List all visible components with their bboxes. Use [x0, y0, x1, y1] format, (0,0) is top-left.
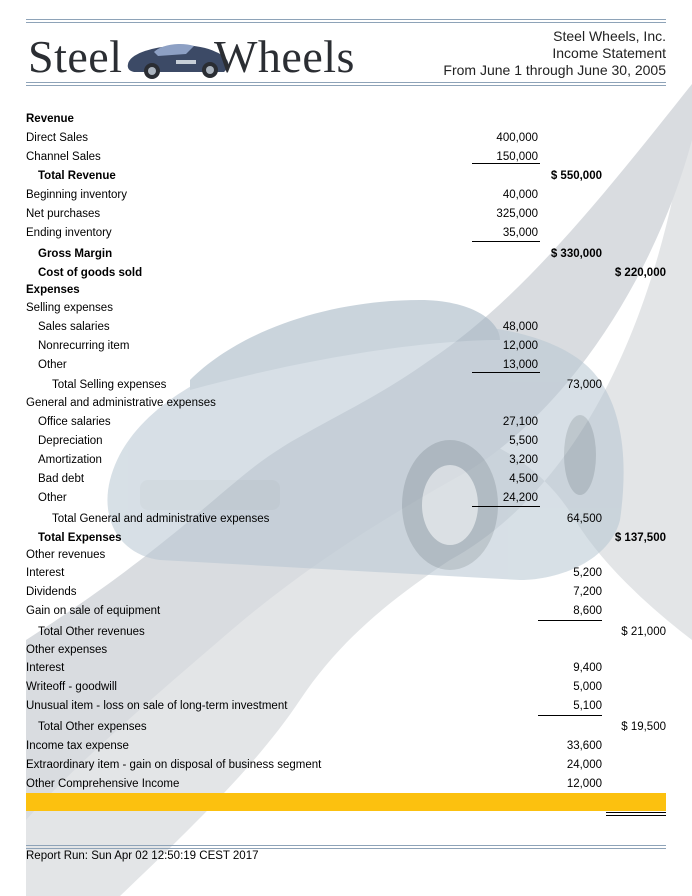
row-amount: 325,000: [496, 208, 538, 220]
row-label: Unusual item - loss on sale of long-term investment: [26, 700, 288, 712]
row-amount: $ 19,500: [621, 721, 666, 733]
row-amount: 3,200: [509, 454, 538, 466]
row-amount: 5,100: [573, 700, 602, 712]
row-amount: 5,200: [573, 567, 602, 579]
statement-row-total-other-exp: [26, 718, 666, 737]
row-amount: 64,500: [566, 513, 602, 525]
row-amount: 9,400: [573, 662, 602, 674]
row-label: Interest: [26, 662, 65, 674]
row-label: Expenses: [26, 284, 80, 296]
report-period: From June 1 through June 30, 2005: [443, 62, 666, 78]
row-label: Other expenses: [26, 644, 108, 656]
row-amount: 24,000: [566, 759, 602, 771]
statement-row-gain-equipment: [26, 602, 666, 621]
row-label: Gross Margin: [38, 248, 113, 260]
footer-rule: [26, 845, 666, 846]
row-amount: 8,600: [573, 605, 602, 617]
row-label: Other revenues: [26, 549, 106, 561]
row-amount: 33,600: [566, 740, 602, 752]
statement-row-interest-exp: [26, 659, 666, 678]
net-income-highlight: [26, 793, 666, 811]
row-amount: $ 137,500: [614, 532, 666, 544]
row-label: Total Revenue: [38, 170, 116, 182]
subtotal-rule: [472, 163, 540, 164]
header-top-rule: [26, 19, 666, 20]
footer-rule-2: [26, 848, 666, 849]
net-income-double-rule-2: [606, 815, 666, 816]
row-label: Ending inventory: [26, 227, 112, 239]
steel-wheels-logo: [28, 28, 355, 84]
statement-row-nonrecurring: [26, 337, 666, 356]
row-label: Direct Sales: [26, 132, 88, 144]
row-label: Other: [38, 492, 67, 504]
statement-row-selling-expenses: [26, 299, 666, 318]
row-amount: 12,000: [566, 778, 602, 790]
statement-row-other-revenues: [26, 546, 666, 565]
statement-row-depreciation: [26, 432, 666, 451]
row-label: Office salaries: [38, 416, 111, 428]
row-amount: $ 330,000: [550, 248, 602, 260]
statement-row-extraordinary: [26, 756, 666, 775]
row-amount: 73,000: [566, 379, 602, 391]
row-amount: 40,000: [502, 189, 538, 201]
row-label: Revenue: [26, 113, 74, 125]
row-label: Cost of goods sold: [38, 267, 143, 279]
statement-row-comprehensive: [26, 775, 666, 794]
statement-row-total-ga: [26, 510, 666, 529]
header-top-rule-2: [26, 22, 666, 23]
statement-row-amortization: [26, 451, 666, 470]
row-amount: 150,000: [496, 151, 538, 163]
statement-row-interest-rev: [26, 564, 666, 583]
logo-text-right: Wheels: [214, 31, 355, 82]
report-run-timestamp: Report Run: Sun Apr 02 12:50:19 CEST 2017: [26, 850, 259, 862]
header-bottom-rule-2: [26, 85, 666, 86]
subtotal-rule: [538, 715, 602, 716]
statement-row-ga-other: [26, 489, 666, 508]
row-label: Total General and administrative expenses: [52, 513, 270, 525]
row-amount: $ 550,000: [550, 170, 602, 182]
row-amount: 48,000: [502, 321, 538, 333]
row-label: Total Expenses: [38, 532, 122, 544]
statement-row-net-purchases: [26, 205, 666, 224]
row-label: Writeoff - goodwill: [26, 681, 117, 693]
statement-row-expenses: [26, 281, 666, 300]
row-amount: 5,000: [573, 681, 602, 693]
row-label: Amortization: [38, 454, 102, 466]
row-label: Selling expenses: [26, 302, 113, 314]
statement-row-sales-salaries: [26, 318, 666, 337]
row-amount: 24,200: [502, 492, 538, 504]
subtotal-rule: [538, 620, 602, 621]
row-amount: $ 220,000: [614, 267, 666, 279]
statement-row-other-expenses: [26, 641, 666, 660]
subtotal-rule: [472, 372, 540, 373]
row-label: Total Other expenses: [38, 721, 147, 733]
row-label: Beginning inventory: [26, 189, 128, 201]
row-label: Other Comprehensive Income: [26, 778, 180, 790]
row-label: Dividends: [26, 586, 77, 598]
statement-row-income-tax: [26, 737, 666, 756]
row-amount: 4,500: [509, 473, 538, 485]
statement-row-total-selling: [26, 376, 666, 395]
row-label: Extraordinary item - gain on disposal of business segment: [26, 759, 322, 771]
row-label: Total Other revenues: [38, 626, 145, 638]
company-name: Steel Wheels, Inc.: [553, 28, 666, 44]
row-label: Net purchases: [26, 208, 101, 220]
row-amount: 5,500: [509, 435, 538, 447]
header-bottom-rule: [26, 82, 666, 83]
logo-text-left: Steel: [28, 31, 123, 82]
row-amount: 27,100: [502, 416, 538, 428]
row-amount: 12,000: [502, 340, 538, 352]
statement-row-bad-debt: [26, 470, 666, 489]
row-label: Interest: [26, 567, 65, 579]
statement-row-ending-inventory: [26, 224, 666, 243]
statement-row-total-other-rev: [26, 623, 666, 642]
statement-row-selling-other: [26, 356, 666, 375]
statement-row-dividends: [26, 583, 666, 602]
statement-row-beginning-inventory: [26, 186, 666, 205]
statement-row-gross-margin: [26, 245, 666, 264]
row-amount: 13,000: [502, 359, 538, 371]
row-amount: 7,200: [573, 586, 602, 598]
row-label: Gain on sale of equipment: [26, 605, 161, 617]
row-label: Income tax expense: [26, 740, 129, 752]
row-label: Depreciation: [38, 435, 103, 447]
row-label: Total Selling expenses: [52, 379, 167, 391]
row-label: General and administrative expenses: [26, 397, 216, 409]
statement-row-channel-sales: [26, 148, 666, 167]
row-label: Channel Sales: [26, 151, 101, 163]
statement-row-writeoff: [26, 678, 666, 697]
row-label: Bad debt: [38, 473, 85, 485]
statement-row-ga-expenses: [26, 394, 666, 413]
row-label: Other: [38, 359, 67, 371]
row-amount: 35,000: [502, 227, 538, 239]
row-label: Sales salaries: [38, 321, 110, 333]
row-label: Nonrecurring item: [38, 340, 130, 352]
net-income-double-rule: [606, 812, 666, 813]
subtotal-rule: [472, 506, 540, 507]
statement-row-total-revenue: [26, 167, 666, 186]
subtotal-rule: [472, 241, 540, 242]
statement-row-direct-sales: [26, 129, 666, 148]
report-title: Income Statement: [552, 45, 666, 61]
row-amount: 400,000: [496, 132, 538, 144]
statement-row-revenue: [26, 110, 666, 129]
row-amount: $ 21,000: [621, 626, 666, 638]
statement-row-unusual: [26, 697, 666, 716]
statement-row-office-salaries: [26, 413, 666, 432]
